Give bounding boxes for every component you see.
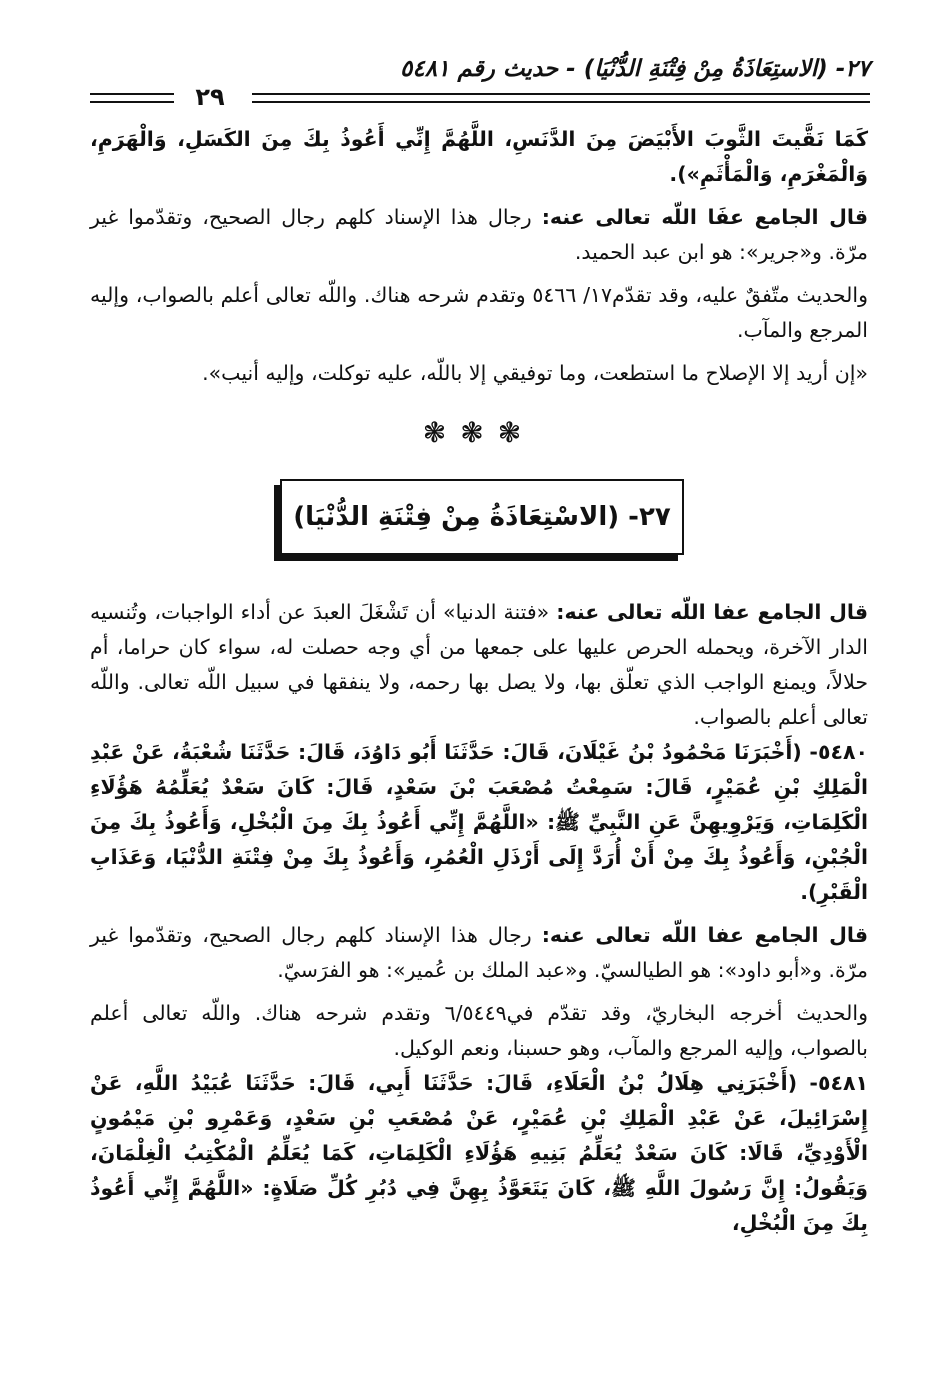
paragraph-commentary-5: والحديث أخرجه البخاريّ، وقد تقدّم في٦/٥٤٤٩ وتقدم شرحه هناك. واللّه تعالى أعلم بالصواب، وإليه المرجع والمآب، وهو حسبنا، ونعم الوكيل. — [90, 1001, 869, 1060]
hadith-5480: ٥٤٨٠- (أَخْبَرَنَا مَحْمُودُ بْنُ غَيْلَانَ، قَالَ: حَدَّثَنَا أَبُو دَاوُدَ، قَالَ: حَدَّثَنَا شُعْبَةُ، عَنْ عَبْدِ الْمَلِكِ بْنِ عُمَيْرٍ، قَالَ: سَمِعْتُ مُصْعَبَ بْنَ سَعْدٍ، قَالَ: كَانَ سَعْدٌ يُعَلِّمُهُ هَؤُلَاءِ الْكَلِمَاتِ، وَيَرْوِيهِنَّ عَنِ النَّبِيِّ ﷺ: «اللَّهُمَّ إِنِّي أَعُوذُ بِكَ مِنَ الْبُخْلِ، وَأَعُوذُ بِكَ مِنَ الْجُبْنِ، وَأَعُوذُ بِكَ مِنْ أَنْ أُرَدَّ إِلَى أَرْذَلِ الْعُمُرِ، وَأَعُوذُ بِكَ مِنْ فِتْنَةِ الدُّنْيَا، وَعَذَابِ الْقَبْرِ). — [90, 740, 868, 904]
paragraph-lead: قال الجامع عفَا اللّه تعالى عنه: — [541, 205, 869, 229]
paragraph-text: رجال هذا الإسناد كلهم رجال الصحيح، وتقدّموا غير مرّة. و«أبو داود»: هو الطيالسيّ. و«عبد الملك بن عُمير»: هو الفرَسيّ. — [90, 923, 868, 982]
running-title: ٢٧- (الاستِعَاذَةُ مِنْ فِتْنَةِ الدُّنْيَا) - حديث رقم ٥٤٨١ — [400, 56, 870, 82]
hadith-continuation: كَمَا نَقَّيتَ الثَّوبَ الأَبْيَضَ مِنَ الدَّنَسِ، اللَّهُمَّ إِنِّي أَعُوذُ بِكَ مِنَ الكَسَلِ، وَالْهَرَمِ، وَالْمَغْرَمِ، وَالْمَأْثَمِ»). — [90, 127, 868, 186]
paragraph-lead: قال الجامع عفا اللّه تعالى عنه: — [556, 600, 869, 624]
paragraph-commentary-1 — [90, 200, 868, 270]
header-rule-left-2 — [90, 101, 174, 103]
page-body — [90, 122, 868, 1241]
paragraph-commentary-3 — [90, 595, 868, 735]
paragraph-commentary-4 — [90, 918, 868, 988]
paragraph-commentary-2: والحديث متّفقٌ عليه، وقد تقدّم١٧/ ٥٤٦٦ وتقدم شرحه هناك. واللّه تعالى أعلم بالصواب، وإليه المرجع والمآب. — [90, 283, 868, 342]
header-rule-left — [90, 93, 174, 95]
chapter-title-box — [280, 479, 684, 555]
header-rule-right-2 — [252, 101, 870, 103]
header-rule-right — [252, 93, 870, 95]
section-separator: ❃❃❃ — [422, 416, 536, 449]
hadith-5481: ٥٤٨١- (أَخْبَرَنِي هِلَالُ بْنُ الْعَلَاءِ، قَالَ: حَدَّثَنَا أَبِي، قَالَ: حَدَّثَنَا عُبَيْدُ اللَّهِ، عَنْ إِسْرَائِيلَ، عَنْ عَبْدِ الْمَلِكِ بْنِ عُمَيْرٍ، عَنْ مُصْعَبِ بْنِ سَعْدٍ، وَعَمْرِو بْنِ مَيْمُونٍ الْأَوْدِيِّ، قَالَا: كَانَ سَعْدٌ يُعَلِّمُ بَنِيهِ هَؤُلَاءِ الْكَلِمَاتِ، كَمَا يُعَلِّمُ الْمُكْتِبُ الْغِلْمَانَ، وَيَقُولُ: إِنَّ رَسُولَ اللَّهِ ﷺ، كَانَ يَتَعَوَّذُ بِهِنَّ فِي دُبُرِ كُلِّ صَلَاةٍ: «اللَّهُمَّ إِنِّي أَعُوذُ بِكَ مِنَ الْبُخْلِ، — [90, 1071, 868, 1235]
chapter-title: ٢٧- (الاسْتِعَاذَةُ مِنْ فِتْنَةِ الدُّنْيَا) — [293, 501, 671, 532]
chapter-title-frame — [90, 479, 868, 569]
paragraph-text: رجال هذا الإسناد كلهم رجال الصحيح، وتقدّموا غير مرّة. و«جرير»: هو ابن عبد الحميد. — [90, 205, 868, 264]
page-number: ٢٩ — [195, 83, 225, 111]
paragraph-lead: قال الجامع عفا اللّه تعالى عنه: — [541, 923, 869, 947]
paragraph-quran-quote: «إن أريد إلا الإصلاح ما استطعت، وما توفيقي إلا باللّه، عليه توكلت، وإليه أنيب». — [202, 361, 868, 385]
paragraph-text: «فتنة الدنيا» أن تَشْغَلَ العبدَ عن أداء الواجبات، وتُنسيه الدار الآخرة، ويحمله الحرص عليها على جمعها من أي وجه حصلت له، سواء كان حراما، أم حلالاً، ويمنع الواجب الذي تعلّق بها، ولا يصل بها رحمه، ولا ينفقها في سبيل اللّه تعالى. واللّه تعالى أعلم بالصواب. — [90, 600, 868, 729]
